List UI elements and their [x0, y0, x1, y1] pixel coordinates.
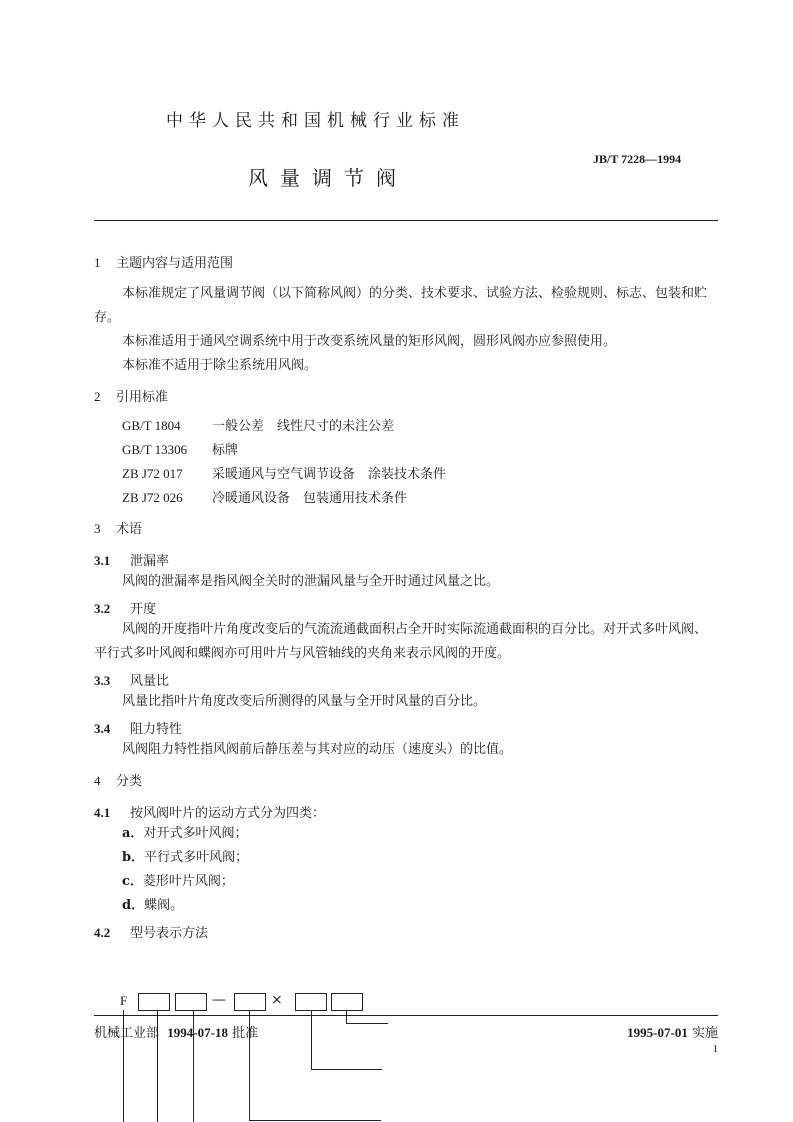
model-leader-line [311, 1069, 382, 1070]
header-rule [94, 220, 718, 221]
section-1-paragraph-2: 本标准适用于通风空调系统中用于改变系统风量的矩形风阀，圆形风阀亦应参照使用。 [122, 334, 617, 349]
model-leader-line [311, 1010, 312, 1069]
reference-standard [122, 414, 394, 439]
term-3-2-heading [94, 598, 156, 617]
clause-text: 按风阀叶片的运动方式分为四类： [130, 806, 326, 821]
model-field-box [234, 993, 266, 1011]
section-title: 主题内容与适用范围 [116, 256, 234, 271]
list-text: 蝶阀。 [144, 898, 184, 913]
term-title: 泄漏率 [130, 554, 170, 569]
term-number: 3.2 [94, 601, 111, 616]
section-3-heading [94, 518, 142, 537]
reference-standard [122, 486, 407, 511]
clause-number: 4.1 [94, 805, 111, 820]
section-number: 3 [94, 521, 101, 536]
list-marker: b． [122, 850, 145, 865]
term-3-3-heading [94, 670, 169, 689]
section-1-paragraph-1: 本标准规定了风量调节阀（以下简称风阀）的分类、技术要求、试验方法、检验规则、标志、包装和贮存。 [94, 286, 708, 325]
implementation-word: 实施 [691, 1026, 718, 1041]
section-title: 引用标准 [116, 390, 169, 405]
term-3-4-definition: 风阀阻力特性指风阀前后静压差与其对应的动压（速度头）的比值。 [122, 742, 513, 757]
list-item [122, 870, 234, 894]
model-times: × [271, 992, 283, 1008]
reference-standard [122, 438, 238, 463]
approval-word: 批准 [232, 1026, 259, 1041]
reference-title: 采暖通风与空气调节设备 涂装技术条件 [212, 467, 447, 482]
model-leader-line [346, 1023, 388, 1024]
list-marker: d． [122, 898, 145, 913]
section-1-paragraph-3: 本标准不适用于除尘系统用风阀。 [122, 358, 318, 373]
term-number: 3.1 [94, 553, 111, 568]
section-number: 4 [94, 773, 101, 788]
section-title: 术语 [116, 522, 143, 537]
model-field-box [138, 993, 170, 1011]
term-3-2-definition: 风阀的开度指叶片角度改变后的气流流通截面积占全开时实际流通截面积的百分比。对开式多叶风阀、平行式多叶风阀和蝶阀亦可用叶片与风管轴线的夹角来表示风阀的开度。 [94, 622, 708, 661]
list-marker: c． [122, 874, 143, 889]
list-item [122, 846, 248, 870]
clause-number: 4.2 [94, 925, 111, 940]
reference-code: ZB J72 026 [122, 490, 183, 505]
reference-title: 冷暖通风设备 包装通用技术条件 [212, 491, 408, 506]
section-1-heading [94, 252, 233, 271]
list-item [122, 894, 183, 918]
standard-code: JB/T 7228—1994 [593, 152, 682, 166]
list-text: 对开式多叶风阀； [143, 826, 248, 841]
model-leader-line [249, 1120, 381, 1121]
list-text: 平行式多叶风阀； [144, 850, 249, 865]
term-title: 阻力特性 [130, 722, 183, 737]
implementation-date: 1995-07-01 [627, 1025, 688, 1040]
implementation-line [627, 1022, 718, 1041]
term-3-4-heading [94, 718, 182, 737]
section-number: 2 [94, 389, 101, 404]
clause-text: 型号表示方法 [130, 926, 209, 941]
reference-code: ZB J72 017 [122, 466, 183, 481]
term-title: 开度 [130, 602, 157, 617]
term-3-1-definition: 风阀的泄漏率是指风阀全关时的泄漏风量与全开时通过风量之比。 [122, 574, 500, 589]
term-title: 风量比 [130, 674, 170, 689]
approval-line [94, 1022, 258, 1041]
reference-title: 标牌 [212, 443, 239, 458]
list-text: 菱形叶片风阀； [142, 874, 234, 889]
model-field-box [331, 993, 363, 1011]
issuing-body-title: 中华人民共和国机械行业标准 [166, 111, 465, 131]
section-title: 分类 [116, 774, 143, 789]
list-item [122, 822, 247, 846]
reference-code: GB/T 13306 [122, 442, 188, 457]
section-2-heading [94, 386, 168, 405]
term-3-3-definition: 风量比指叶片角度改变后所测得的风量与全开时风量的百分比。 [122, 694, 487, 709]
model-leader-line [346, 1010, 347, 1023]
term-3-1-heading [94, 550, 169, 569]
page-number: 1 [712, 1043, 718, 1055]
document-title: 风量调节阀 [248, 166, 408, 190]
section-4-heading [94, 770, 142, 789]
model-prefix: F [120, 993, 128, 1008]
term-number: 3.3 [94, 673, 111, 688]
section-number: 1 [94, 255, 101, 270]
clause-4-1 [94, 802, 325, 821]
model-field-box [295, 993, 327, 1011]
reference-standard [122, 462, 446, 487]
term-number: 3.4 [94, 721, 111, 736]
model-dash: — [212, 992, 226, 1008]
approval-authority: 机械工业部 [94, 1026, 160, 1041]
model-field-box [175, 993, 207, 1011]
list-marker: a． [122, 826, 144, 841]
reference-title: 一般公差 线性尺寸的未注公差 [212, 419, 395, 434]
footer-rule [94, 1015, 718, 1016]
approval-date: 1994-07-18 [167, 1025, 228, 1040]
clause-4-2 [94, 922, 208, 941]
reference-code: GB/T 1804 [122, 418, 181, 433]
